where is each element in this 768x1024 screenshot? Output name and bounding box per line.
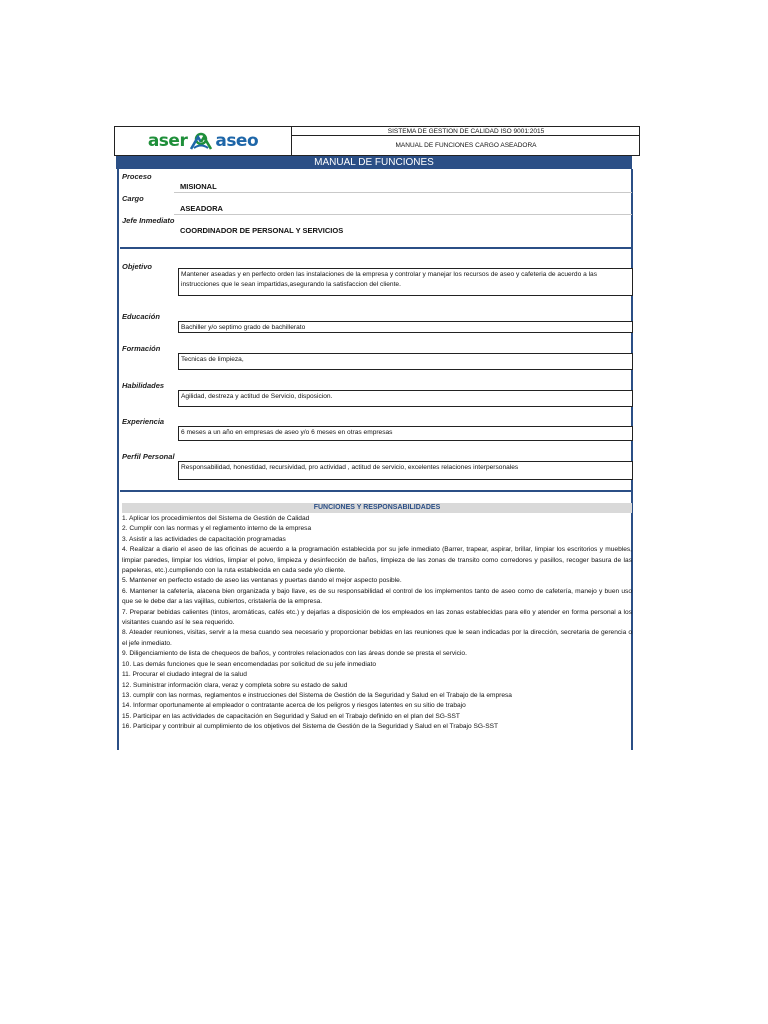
- logo-cell: [115, 127, 292, 155]
- left-frame-border: [117, 169, 119, 750]
- field-separator: [174, 214, 632, 215]
- functions-heading: FUNCIONES Y RESPONSABILIDADES: [122, 503, 632, 513]
- objetivo-label: Objetivo: [122, 262, 153, 271]
- formacion-field: Tecnicas de limpieza,: [178, 353, 633, 370]
- habilidades-label: Habilidades: [122, 381, 165, 390]
- function-item: 16. Participar y contribuir al cumplimiento de los objetivos del Sistema de Gestión de la Seguridad y Salud en el Trabajo SG-SST: [122, 723, 499, 731]
- experiencia-field: 6 meses a un año en empresas de aseo y/o 6 meses en otras empresas: [178, 426, 633, 441]
- logo-text-right: aseo: [215, 131, 259, 151]
- field-separator: [174, 192, 632, 193]
- manual-document: [114, 126, 640, 750]
- function-item: 9. Diligenciamiento de lista de chequeos de baños, y controles relacionados con las áreas donde se presta el servicio.: [122, 650, 467, 658]
- logo-mark-icon: [188, 131, 214, 151]
- function-item: 6. Mantener la cafetería, alacena bien organizada y bajo llave, es de su responsabilidad el control de los implementos tanto de aseo como de cafetería, manejo y buen uso que se le debe dar a las vajillas, cubiertos, cristalería de la empresa.: [122, 587, 632, 606]
- formacion-label: Formación: [122, 344, 161, 353]
- educacion-field: Bachiller y/o septimo grado de bachillerato: [178, 321, 633, 333]
- cargo-value: ASEADORA: [180, 204, 223, 213]
- jefe-label: Jefe Inmediato: [122, 216, 175, 225]
- objetivo-field: Mantener aseadas y en perfecto orden las instalaciones de la empresa y controlar y manejar los recursos de aseo y cafeteria de acuerdo a las instrucciones que le sean impartidas,asegurando la satisfaccion del cliente.: [178, 268, 633, 296]
- function-item: 11. Procurar el ciudado integral de la salud: [122, 671, 247, 679]
- function-item: 2. Cumplir con las normas y el reglamento interno de la empresa: [122, 525, 312, 533]
- manual-line: MANUAL DE FUNCIONES CARGO ASEADORA: [395, 142, 537, 149]
- habilidades-field: Agilidad, destreza y actitud de Servicio, disposicion.: [178, 390, 633, 407]
- perfil-label: Perfil Personal: [122, 452, 175, 461]
- functions-list: [122, 514, 632, 733]
- document-header: [114, 126, 640, 156]
- jefe-value: COORDINADOR DE PERSONAL Y SERVICIOS: [180, 226, 344, 235]
- section-divider: [120, 247, 632, 249]
- function-item: 4. Realizar a diario el aseo de las oficinas de acuerdo a la programación establecida por su jefe inmediato (Barrer, trapear, aspirar, brillar, limpiar los escritorios y muebles, limpiar paredes, limpiar los vidrios, limpiar el polvo, limpieza y desinfección de baños, limpieza de las zonas de transito como corredores y pasillos, recoger basura de las papeleras, etc.).cumpliendo con la ruta establecida en cada sede y/o cliente.: [122, 546, 632, 575]
- function-item: 3. Asistir a las actividades de capacitación programadas: [122, 535, 286, 543]
- cargo-label: Cargo: [122, 194, 144, 203]
- function-item: 14. Informar oportunamente al empleador o contratante acerca de los peligros y riesgos latentes en su sitio de trabajo: [122, 702, 466, 710]
- function-item: 13. cumplir con las normas, reglamentos e instrucciones del Sistema de Gestión de la Seguridad y Salud en el Trabajo de la empresa: [122, 691, 512, 699]
- system-line: SISTEMA DE GESTION DE CALIDAD ISO 9001:2015: [292, 127, 640, 136]
- function-item: 7. Preparar bebidas calientes (tintos, aromáticas, cafés etc.) y dejarlas a disposición de los empleados en las zonas establecidas para ello y atender en forma personal a los visitantes cuando así le sea requerido.: [122, 608, 632, 627]
- logo-text-left: aser: [147, 131, 188, 151]
- function-item: 5. Mantener en perfecto estado de aseo las ventanas y puertas dando el mejor aspecto posible.: [122, 577, 402, 585]
- educacion-label: Educación: [122, 312, 160, 321]
- experiencia-label: Experiencia: [122, 417, 165, 426]
- proceso-value: MISIONAL: [180, 182, 217, 191]
- perfil-field: Responsabilidad, honestidad, recursividad, pro actividad , actitud de servicio, excelentes relaciones interpersonales: [178, 461, 633, 480]
- company-logo: [148, 131, 258, 151]
- section-divider: [120, 490, 632, 492]
- function-item: 8. Ateader reuniones, visitas, servir a la mesa cuando sea necesario y proporcionar bebidas en las reuniones que le sean indicadas por la dirección, secretaria de gerencia o el jefe inmediato.: [122, 629, 632, 647]
- function-item: 1. Aplicar los procedimientos del Sistema de Gestión de Calidad: [122, 515, 310, 522]
- function-item: 10. Las demás funciones que le sean encomendadas por solicitud de su jefe inmediato: [122, 660, 377, 668]
- proceso-label: Proceso: [122, 172, 152, 181]
- function-item: 12. Suministrar información clara, veraz y completa sobre su estado de salud: [122, 681, 348, 689]
- function-item: 15. Participar en las actividades de capacitación en Seguridad y Salud en el Trabajo definido en el plan del SG-SST: [122, 712, 460, 720]
- manual-title: MANUAL DE FUNCIONES: [116, 156, 632, 169]
